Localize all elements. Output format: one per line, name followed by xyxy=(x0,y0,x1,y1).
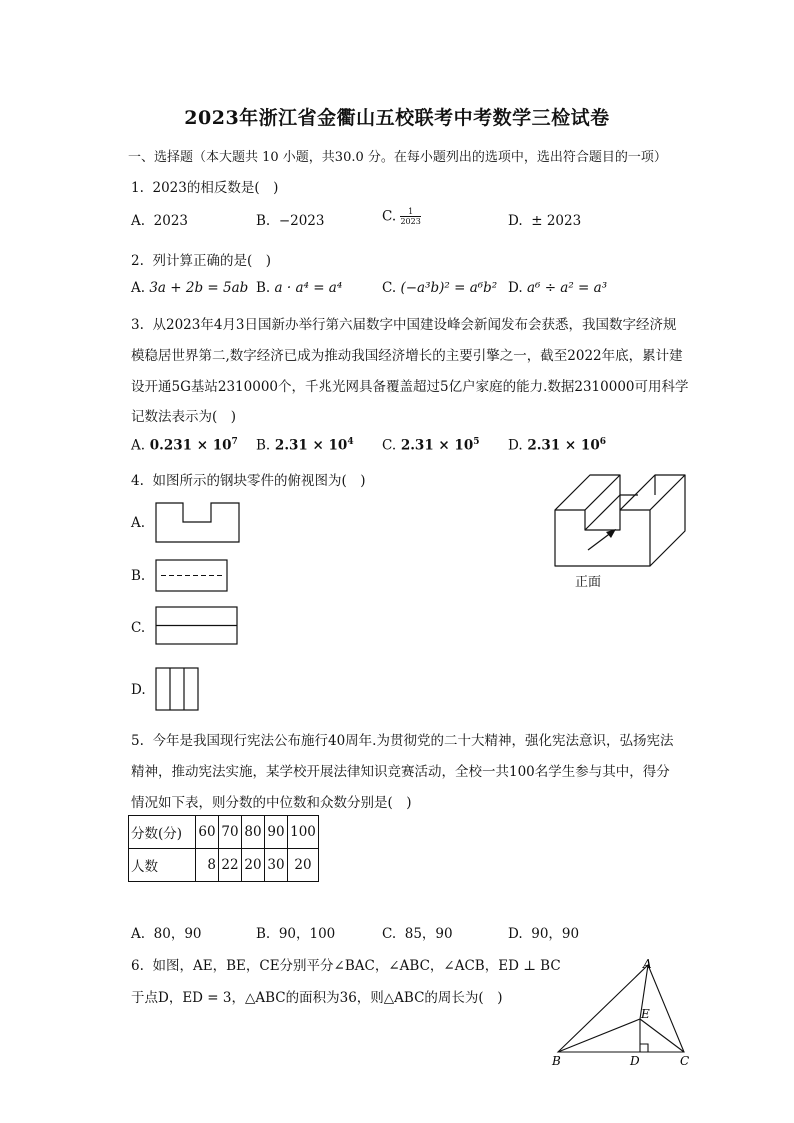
option-d-figure[interactable] xyxy=(155,667,201,713)
option-c-label[interactable]: C. xyxy=(131,620,146,636)
question-3-line-3: 设开通5G基站2310000个，千兆光网具备覆盖超过5亿户家庭的能力.数据2310000可用科学 xyxy=(131,379,689,395)
question-number: 2. xyxy=(131,253,144,269)
point-a-label: A xyxy=(643,957,652,971)
question-number: 4. xyxy=(131,473,144,489)
point-d-label: D xyxy=(630,1054,640,1068)
table-row xyxy=(129,849,319,882)
score-table xyxy=(128,815,319,882)
option-a-label[interactable]: A. xyxy=(131,515,146,531)
question-stem: 2023的相反数是( ) xyxy=(152,180,279,196)
option-b[interactable]: B. 90，100 xyxy=(256,926,336,942)
option-a[interactable]: A. $0.231 \times 10^7$ xyxy=(131,437,238,454)
option-d-label[interactable]: D. xyxy=(131,682,146,698)
page-title: 2023年浙江省金衢山五校联考中考数学三检试卷 xyxy=(184,107,610,129)
question-5-line-1: 5. 今年是我国现行宪法公布施行40周年.为贯彻党的二十大精神，强化宪法意识，弘扬宪法 xyxy=(131,733,674,749)
table-cell: 30 xyxy=(265,849,288,882)
table-cell: 20 xyxy=(242,849,265,882)
option-c[interactable]: C. 85，90 xyxy=(382,926,453,942)
table-cell: 70 xyxy=(219,816,242,849)
option-d[interactable]: D. ± 2023 xyxy=(508,213,582,229)
question-3-line-1: 3. 从2023年4月3日国新办举行第六届数字中国建设峰会新闻发布会获悉，我国数字经济规 xyxy=(131,317,677,333)
question-stem: 如图所示的钢块零件的俯视图为( ) xyxy=(152,473,366,489)
question-number: 3. xyxy=(131,317,144,333)
question-2 xyxy=(131,249,271,269)
figure-label-front: 正面 xyxy=(575,575,602,590)
question-3-line-4: 记数法表示为( ) xyxy=(131,409,237,425)
question-4 xyxy=(131,469,366,489)
section-heading: 一、选择题（本大题共 10 小题，共30.0 分。在每小题列出的选项中，选出符合题目的一项） xyxy=(128,150,667,165)
option-b-label[interactable]: B. xyxy=(131,568,146,584)
option-b[interactable]: B. $2.31 \times 10^4$ xyxy=(256,437,354,454)
table-cell: 90 xyxy=(265,816,288,849)
option-b[interactable]: B. a · a⁴ = a⁴ xyxy=(256,280,343,296)
question-3-line-2: 模稳居世界第二,数字经济已成为推动我国经济增长的主要引擎之一，截至2022年底，累计建 xyxy=(131,348,683,364)
option-d[interactable]: D. a⁶ ÷ a² = a³ xyxy=(508,280,608,296)
table-cell: 22 xyxy=(219,849,242,882)
table-cell: 100 xyxy=(288,816,319,849)
question-number: 5. xyxy=(131,733,144,749)
option-d[interactable]: D. 90，90 xyxy=(508,926,580,942)
question-1 xyxy=(131,176,278,196)
point-b-label: B xyxy=(552,1054,561,1068)
table-cell: 8 xyxy=(196,849,219,882)
triangle-figure xyxy=(550,955,700,1070)
option-c[interactable]: C. $2.31 \times 10^5$ xyxy=(382,437,480,454)
point-e-label: E xyxy=(641,1007,650,1021)
question-5-line-3: 情况如下表，则分数的中位数和众数分别是( ) xyxy=(131,795,412,811)
question-5-line-2: 精神，推动宪法实施，某学校开展法律知识竞赛活动，全校一共100名学生参与其中，得分 xyxy=(131,764,670,780)
option-a[interactable]: A. 80，90 xyxy=(131,926,202,942)
table-cell: 80 xyxy=(242,816,265,849)
option-c-figure[interactable] xyxy=(155,606,239,646)
question-number: 1. xyxy=(131,180,144,196)
question-number: 6. xyxy=(131,958,144,974)
steel-block-figure xyxy=(550,468,690,573)
option-d[interactable]: D. $2.31 \times 10^6$ xyxy=(508,437,606,454)
option-a[interactable]: A. 2023 xyxy=(131,213,188,229)
question-6-line-2: 于点D，ED = 3，△ABC的面积为36，则△ABC的周长为( ) xyxy=(131,990,503,1006)
table-row xyxy=(129,816,319,849)
option-c[interactable]: C. $\frac{1}{2023}$ xyxy=(382,207,421,226)
table-cell: 60 xyxy=(196,816,219,849)
option-b[interactable]: B. −2023 xyxy=(256,213,325,229)
option-a[interactable]: A. 3a + 2b = 5ab xyxy=(131,280,249,296)
option-a-figure[interactable] xyxy=(155,502,241,544)
option-b-figure[interactable] xyxy=(155,559,229,593)
table-header-cell: 人数 xyxy=(129,849,196,882)
question-6-line-1: 6. 如图，AE，BE，CE分别平分∠BAC，∠ABC，∠ACB，ED ⊥ BC xyxy=(131,958,561,974)
table-header-cell: 分数(分) xyxy=(129,816,196,849)
point-c-label: C xyxy=(680,1054,690,1068)
table-cell: 20 xyxy=(288,849,319,882)
fraction: $\frac{1}{2023}$ xyxy=(400,207,421,226)
option-c[interactable]: C. (−a³b)² = a⁶b² xyxy=(382,280,498,296)
question-stem: 列计算正确的是( ) xyxy=(152,253,272,269)
